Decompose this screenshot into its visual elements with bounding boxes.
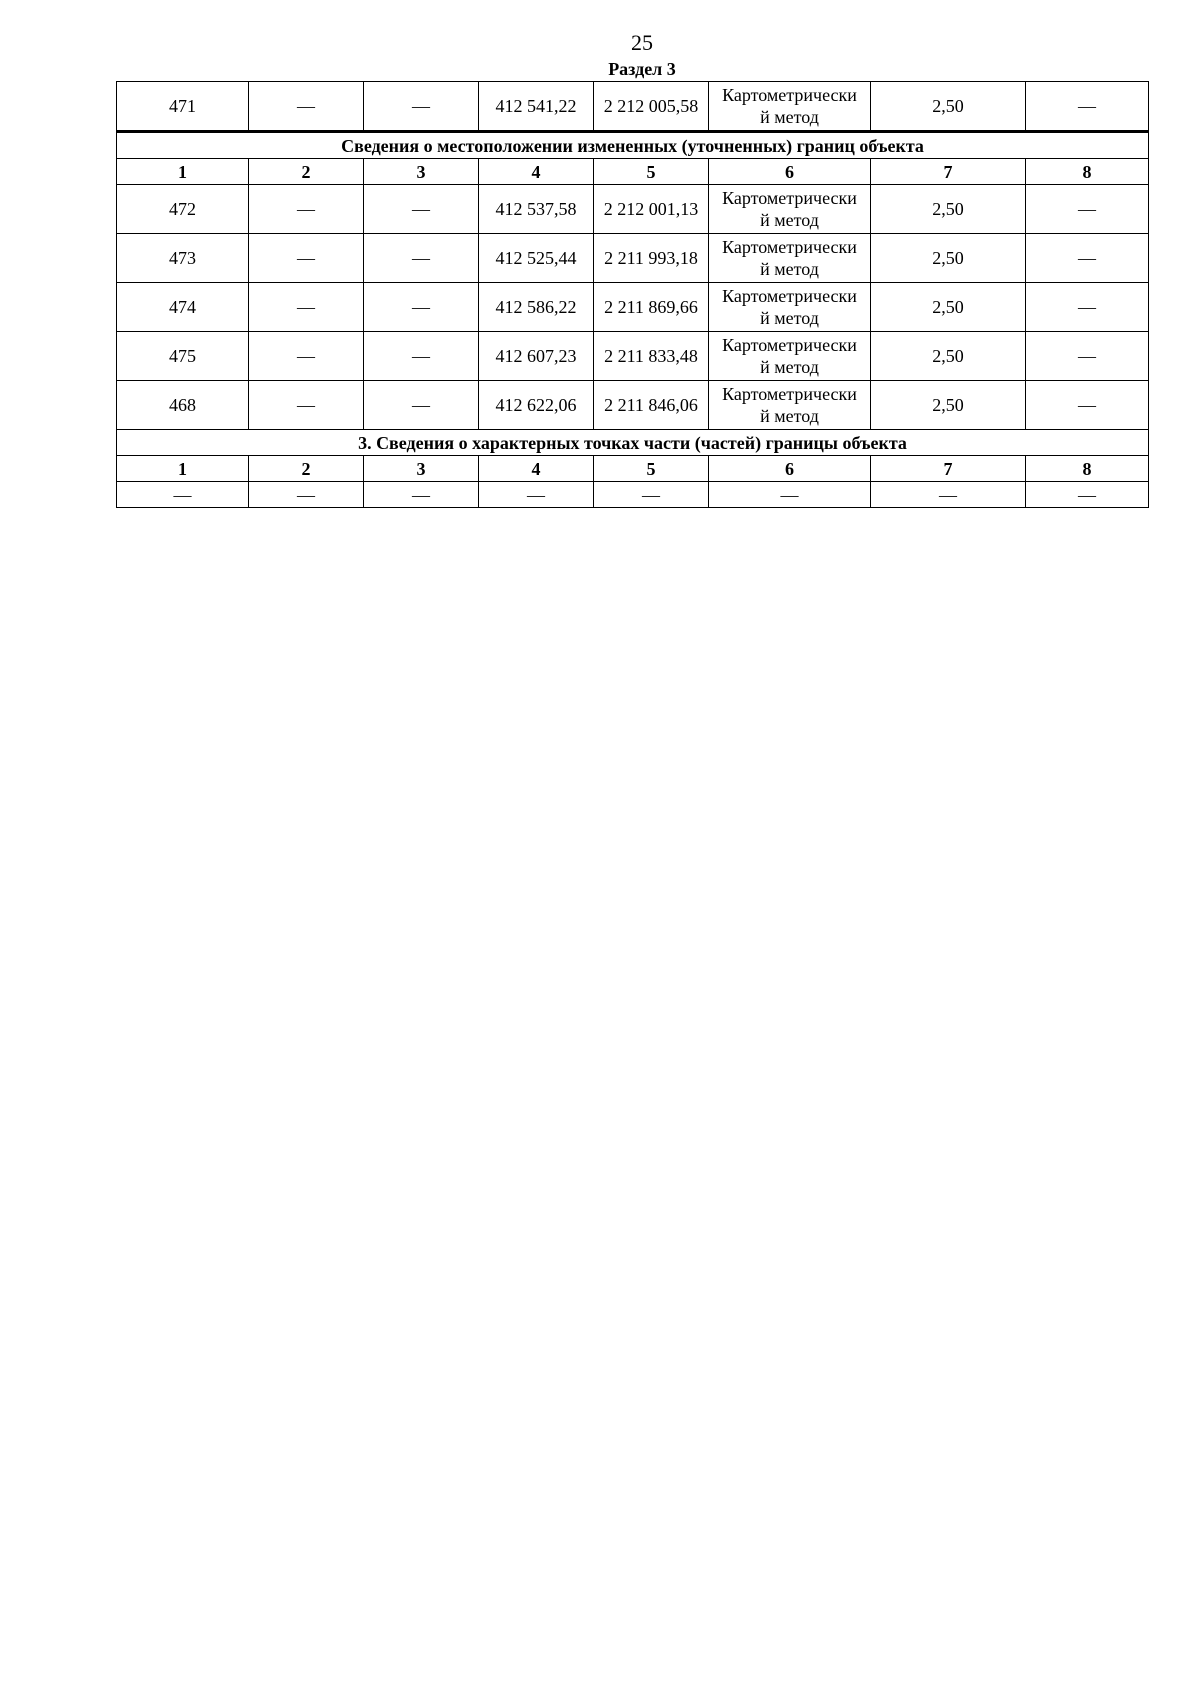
table-cell: — (249, 234, 364, 283)
column-number: 1 (117, 456, 249, 482)
table-cell: — (249, 185, 364, 234)
table-cell: — (364, 482, 479, 508)
column-number: 2 (249, 159, 364, 185)
column-number: 7 (871, 456, 1026, 482)
table-cell: — (249, 283, 364, 332)
y-coordinate-cell: 2 212 001,13 (594, 185, 709, 234)
method-text-line1: Картометрически (722, 335, 857, 355)
column-number-row (117, 159, 1149, 185)
y-coordinate-cell: 2 212 005,58 (594, 82, 709, 132)
table-cell: — (1026, 283, 1149, 332)
column-number: 2 (249, 456, 364, 482)
column-number: 3 (364, 456, 479, 482)
method-cell (709, 234, 871, 283)
table-row (117, 482, 1149, 508)
column-number: 7 (871, 159, 1026, 185)
table-cell: — (1026, 381, 1149, 430)
section-title: Раздел 3 (608, 59, 676, 79)
point-number-cell: 475 (117, 332, 249, 381)
column-number: 1 (117, 159, 249, 185)
parts-boundary-heading: 3. Сведения о характерных точках части (частей) границы объекта (117, 430, 1149, 456)
point-number-cell: 472 (117, 185, 249, 234)
column-number: 3 (364, 159, 479, 185)
table-cell: — (364, 234, 479, 283)
table-cell: — (1026, 332, 1149, 381)
method-text-line2: й метод (760, 210, 819, 230)
accuracy-cell: 2,50 (871, 283, 1026, 332)
column-number: 6 (709, 159, 871, 185)
x-coordinate-cell: 412 622,06 (479, 381, 594, 430)
method-text-line1: Картометрически (722, 384, 857, 404)
table-cell: — (1026, 185, 1149, 234)
column-number: 4 (479, 456, 594, 482)
table-cell: — (249, 381, 364, 430)
point-number-cell: 468 (117, 381, 249, 430)
point-number-cell: 474 (117, 283, 249, 332)
accuracy-cell: 2,50 (871, 234, 1026, 283)
x-coordinate-cell: 412 537,58 (479, 185, 594, 234)
column-number: 8 (1026, 456, 1149, 482)
method-cell (709, 82, 871, 132)
changed-boundaries-heading: Сведения о местоположении измененных (уточненных) границ объекта (117, 132, 1149, 159)
method-cell (709, 185, 871, 234)
table-cell: — (117, 482, 249, 508)
method-text-line1: Картометрически (722, 237, 857, 257)
table-row (117, 82, 1149, 132)
table-cell: — (249, 332, 364, 381)
accuracy-cell: 2,50 (871, 381, 1026, 430)
x-coordinate-cell: 412 586,22 (479, 283, 594, 332)
table-cell: — (1026, 482, 1149, 508)
method-text-line1: Картометрически (722, 286, 857, 306)
table-cell: — (709, 482, 871, 508)
y-coordinate-cell: 2 211 833,48 (594, 332, 709, 381)
table-row (117, 283, 1149, 332)
table-cell: — (364, 185, 479, 234)
method-cell (709, 332, 871, 381)
column-number: 5 (594, 456, 709, 482)
x-coordinate-cell: 412 541,22 (479, 82, 594, 132)
table-cell: — (364, 332, 479, 381)
section-heading-row (117, 132, 1149, 159)
method-text-line1: Картометрически (722, 188, 857, 208)
table-cell: — (479, 482, 594, 508)
table-cell: — (249, 482, 364, 508)
method-text-line2: й метод (760, 357, 819, 377)
section-heading-row (117, 430, 1149, 456)
method-cell (709, 381, 871, 430)
column-number-row (117, 456, 1149, 482)
table-cell: — (1026, 82, 1149, 132)
coordinates-table (116, 81, 1149, 508)
table-cell: — (364, 381, 479, 430)
method-text-line2: й метод (760, 259, 819, 279)
y-coordinate-cell: 2 211 993,18 (594, 234, 709, 283)
table-cell: — (249, 82, 364, 132)
point-number-cell: 471 (117, 82, 249, 132)
point-number-cell: 473 (117, 234, 249, 283)
table-cell: — (364, 283, 479, 332)
accuracy-cell: 2,50 (871, 82, 1026, 132)
column-number: 5 (594, 159, 709, 185)
page-number: 25 (631, 30, 653, 55)
method-text-line2: й метод (760, 406, 819, 426)
column-number: 8 (1026, 159, 1149, 185)
table-row (117, 332, 1149, 381)
table-row (117, 234, 1149, 283)
table-cell: — (871, 482, 1026, 508)
table-cell: — (1026, 234, 1149, 283)
accuracy-cell: 2,50 (871, 332, 1026, 381)
column-number: 6 (709, 456, 871, 482)
table-cell: — (364, 82, 479, 132)
table-cell: — (594, 482, 709, 508)
table-row (117, 185, 1149, 234)
accuracy-cell: 2,50 (871, 185, 1026, 234)
x-coordinate-cell: 412 525,44 (479, 234, 594, 283)
table-row (117, 381, 1149, 430)
y-coordinate-cell: 2 211 846,06 (594, 381, 709, 430)
method-text-line2: й метод (760, 308, 819, 328)
method-text-line2: й метод (760, 107, 819, 127)
method-cell (709, 283, 871, 332)
method-text-line1: Картометрически (722, 85, 857, 105)
x-coordinate-cell: 412 607,23 (479, 332, 594, 381)
y-coordinate-cell: 2 211 869,66 (594, 283, 709, 332)
column-number: 4 (479, 159, 594, 185)
